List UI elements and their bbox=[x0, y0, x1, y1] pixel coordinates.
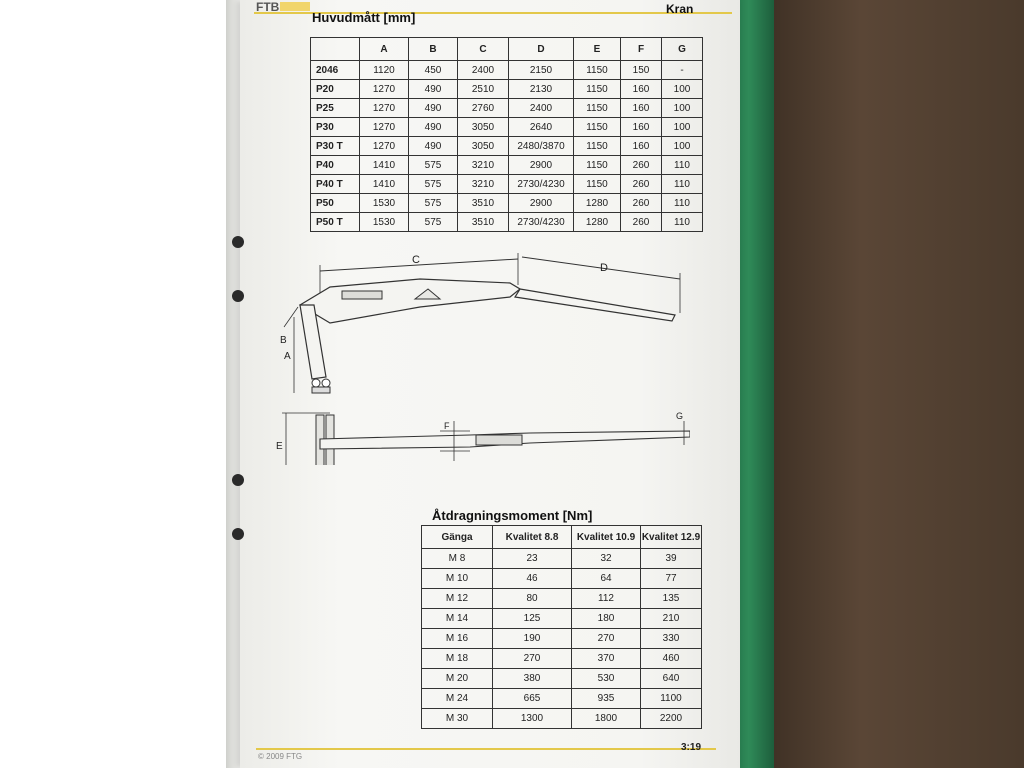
table-cell: 160 bbox=[621, 99, 662, 118]
dimension-label-d: D bbox=[600, 262, 608, 274]
column-header: F bbox=[621, 38, 662, 61]
dimension-label-f: F bbox=[444, 421, 450, 431]
column-header: B bbox=[409, 38, 458, 61]
table-cell: 460 bbox=[641, 649, 702, 669]
table-cell: 1270 bbox=[360, 137, 409, 156]
row-label-cell: P50 bbox=[311, 194, 360, 213]
column-header: G bbox=[662, 38, 703, 61]
row-label-cell: M 16 bbox=[422, 629, 493, 649]
column-base-pin bbox=[312, 379, 320, 387]
hydraulic-cylinder bbox=[342, 291, 382, 299]
table-cell: 150 bbox=[621, 61, 662, 80]
table-cell: 2130 bbox=[509, 80, 574, 99]
table-cell: 39 bbox=[641, 549, 702, 569]
table-cell: 1150 bbox=[574, 175, 621, 194]
table-cell: 1150 bbox=[574, 137, 621, 156]
table-cell: 1120 bbox=[360, 61, 409, 80]
table-cell: 370 bbox=[572, 649, 641, 669]
main-boom bbox=[300, 279, 520, 323]
table-cell: 1530 bbox=[360, 194, 409, 213]
dimensions-table bbox=[310, 37, 703, 232]
column-header: Kvalitet 10.9 bbox=[572, 526, 641, 549]
table-cell: 160 bbox=[621, 80, 662, 99]
table-cell: 2730/4230 bbox=[509, 175, 574, 194]
table-cell: 110 bbox=[662, 194, 703, 213]
table-row bbox=[422, 689, 702, 709]
table-row bbox=[422, 629, 702, 649]
table-row bbox=[311, 80, 703, 99]
column-header: Kvalitet 12.9 bbox=[641, 526, 702, 549]
row-label-cell: M 12 bbox=[422, 589, 493, 609]
table-cell: 210 bbox=[641, 609, 702, 629]
table-cell: 490 bbox=[409, 118, 458, 137]
punch-hole bbox=[232, 528, 244, 540]
table-cell: 2510 bbox=[458, 80, 509, 99]
dimension-label-e: E bbox=[276, 441, 283, 452]
background-wood bbox=[752, 0, 1024, 768]
table-cell: 665 bbox=[493, 689, 572, 709]
table-row bbox=[422, 669, 702, 689]
table-row bbox=[422, 649, 702, 669]
punch-hole bbox=[232, 290, 244, 302]
column-header: Kvalitet 8.8 bbox=[493, 526, 572, 549]
row-label-cell: M 20 bbox=[422, 669, 493, 689]
table-cell: 2900 bbox=[509, 156, 574, 175]
brand-logo-bar bbox=[280, 2, 310, 11]
table-cell: 135 bbox=[641, 589, 702, 609]
torque-table bbox=[421, 525, 702, 729]
dimension-label-b: B bbox=[280, 335, 287, 346]
table-cell: 3210 bbox=[458, 175, 509, 194]
column-base-pin bbox=[322, 379, 330, 387]
table-cell: 380 bbox=[493, 669, 572, 689]
table-cell: 32 bbox=[572, 549, 641, 569]
table-cell: 1100 bbox=[641, 689, 702, 709]
row-label-cell: P20 bbox=[311, 80, 360, 99]
table-cell: 2150 bbox=[509, 61, 574, 80]
table-cell: 270 bbox=[493, 649, 572, 669]
table-cell: 575 bbox=[409, 156, 458, 175]
table-cell: 3050 bbox=[458, 118, 509, 137]
page-number: 3:19 bbox=[681, 742, 702, 753]
table-cell: 23 bbox=[493, 549, 572, 569]
table-cell: 490 bbox=[409, 137, 458, 156]
table-cell: 1150 bbox=[574, 156, 621, 175]
dimension-label-a: A bbox=[284, 351, 291, 362]
row-label-cell: M 8 bbox=[422, 549, 493, 569]
section-label: Kran bbox=[666, 2, 694, 16]
table-cell: 2730/4230 bbox=[509, 213, 574, 232]
table-cell: 3210 bbox=[458, 156, 509, 175]
table-row bbox=[311, 213, 703, 232]
table-cell: 160 bbox=[621, 118, 662, 137]
table-cell: 100 bbox=[662, 99, 703, 118]
footer-brand: © 2009 FTG bbox=[258, 752, 303, 761]
table-cell: 100 bbox=[662, 80, 703, 99]
table-row bbox=[311, 99, 703, 118]
table-cell: 100 bbox=[662, 137, 703, 156]
row-label-cell: M 14 bbox=[422, 609, 493, 629]
table-row bbox=[422, 589, 702, 609]
table-cell: 490 bbox=[409, 99, 458, 118]
column-base bbox=[312, 387, 330, 393]
table-cell: 1800 bbox=[572, 709, 641, 729]
row-label-cell: M 24 bbox=[422, 689, 493, 709]
table-row bbox=[422, 709, 702, 729]
column-header: E bbox=[574, 38, 621, 61]
table-cell: 575 bbox=[409, 194, 458, 213]
torque-title: Åtdragningsmoment [Nm] bbox=[432, 508, 593, 523]
table-cell: 1270 bbox=[360, 99, 409, 118]
table-cell: - bbox=[662, 61, 703, 80]
table-cell: 190 bbox=[493, 629, 572, 649]
table-cell: 110 bbox=[662, 156, 703, 175]
table-cell: 3510 bbox=[458, 194, 509, 213]
column-header bbox=[311, 38, 360, 61]
table-cell: 1300 bbox=[493, 709, 572, 729]
table-cell: 2400 bbox=[509, 99, 574, 118]
table-cell: 2400 bbox=[458, 61, 509, 80]
table-row bbox=[311, 194, 703, 213]
table-row bbox=[422, 549, 702, 569]
table-cell: 1280 bbox=[574, 194, 621, 213]
table-cell: 1270 bbox=[360, 80, 409, 99]
row-label-cell: P50 T bbox=[311, 213, 360, 232]
table-row bbox=[311, 61, 703, 80]
table-cell: 1150 bbox=[574, 118, 621, 137]
table-cell: 260 bbox=[621, 175, 662, 194]
row-label-cell: P25 bbox=[311, 99, 360, 118]
table-cell: 490 bbox=[409, 80, 458, 99]
punch-hole bbox=[232, 474, 244, 486]
jib-arm bbox=[515, 289, 675, 321]
boom-joint bbox=[476, 435, 522, 445]
table-cell: 2640 bbox=[509, 118, 574, 137]
dimension-line-b bbox=[284, 307, 298, 327]
table-cell: 2480/3870 bbox=[509, 137, 574, 156]
row-label-cell: P40 bbox=[311, 156, 360, 175]
table-cell: 260 bbox=[621, 194, 662, 213]
table-cell: 330 bbox=[641, 629, 702, 649]
table-cell: 935 bbox=[572, 689, 641, 709]
column-header: C bbox=[458, 38, 509, 61]
table-cell: 640 bbox=[641, 669, 702, 689]
table-header-row bbox=[311, 38, 703, 61]
page-stack-edge bbox=[226, 0, 240, 768]
table-row bbox=[311, 175, 703, 194]
brand-logo: FTB bbox=[256, 0, 280, 14]
row-label-cell: 2046 bbox=[311, 61, 360, 80]
table-cell: 530 bbox=[572, 669, 641, 689]
table-cell: 64 bbox=[572, 569, 641, 589]
table-cell: 3510 bbox=[458, 213, 509, 232]
table-cell: 1530 bbox=[360, 213, 409, 232]
table-cell: 110 bbox=[662, 213, 703, 232]
table-cell: 575 bbox=[409, 213, 458, 232]
row-label-cell: P30 bbox=[311, 118, 360, 137]
table-cell: 125 bbox=[493, 609, 572, 629]
table-cell: 180 bbox=[572, 609, 641, 629]
row-label-cell: M 30 bbox=[422, 709, 493, 729]
table-cell: 80 bbox=[493, 589, 572, 609]
table-cell: 160 bbox=[621, 137, 662, 156]
dimension-label-g: G bbox=[676, 411, 684, 421]
table-cell: 1280 bbox=[574, 213, 621, 232]
table-cell: 100 bbox=[662, 118, 703, 137]
dimension-label-c: C bbox=[412, 254, 420, 266]
row-label-cell: P40 T bbox=[311, 175, 360, 194]
crane-diagram bbox=[270, 245, 690, 465]
table-row bbox=[422, 609, 702, 629]
table-cell: 260 bbox=[621, 213, 662, 232]
row-label-cell: M 18 bbox=[422, 649, 493, 669]
table-cell: 1150 bbox=[574, 80, 621, 99]
row-label-cell: M 10 bbox=[422, 569, 493, 589]
column-header: D bbox=[509, 38, 574, 61]
table-row bbox=[311, 156, 703, 175]
table-cell: 450 bbox=[409, 61, 458, 80]
table-row bbox=[422, 569, 702, 589]
dimensions-title: Huvudmått [mm] bbox=[312, 10, 416, 25]
background-left bbox=[0, 0, 232, 768]
table-cell: 2760 bbox=[458, 99, 509, 118]
table-cell: 110 bbox=[662, 175, 703, 194]
table-cell: 1150 bbox=[574, 99, 621, 118]
table-cell: 1410 bbox=[360, 175, 409, 194]
table-cell: 270 bbox=[572, 629, 641, 649]
table-cell: 1270 bbox=[360, 118, 409, 137]
punch-hole bbox=[232, 236, 244, 248]
table-cell: 2900 bbox=[509, 194, 574, 213]
table-row bbox=[311, 137, 703, 156]
row-label-cell: P30 T bbox=[311, 137, 360, 156]
column-header: Gänga bbox=[422, 526, 493, 549]
table-cell: 112 bbox=[572, 589, 641, 609]
table-cell: 260 bbox=[621, 156, 662, 175]
table-row bbox=[311, 118, 703, 137]
table-header-row bbox=[422, 526, 702, 549]
table-cell: 1410 bbox=[360, 156, 409, 175]
table-cell: 77 bbox=[641, 569, 702, 589]
footer-line bbox=[256, 748, 716, 750]
table-cell: 1150 bbox=[574, 61, 621, 80]
table-cell: 575 bbox=[409, 175, 458, 194]
table-cell: 3050 bbox=[458, 137, 509, 156]
column-header: A bbox=[360, 38, 409, 61]
table-cell: 46 bbox=[493, 569, 572, 589]
table-cell: 2200 bbox=[641, 709, 702, 729]
